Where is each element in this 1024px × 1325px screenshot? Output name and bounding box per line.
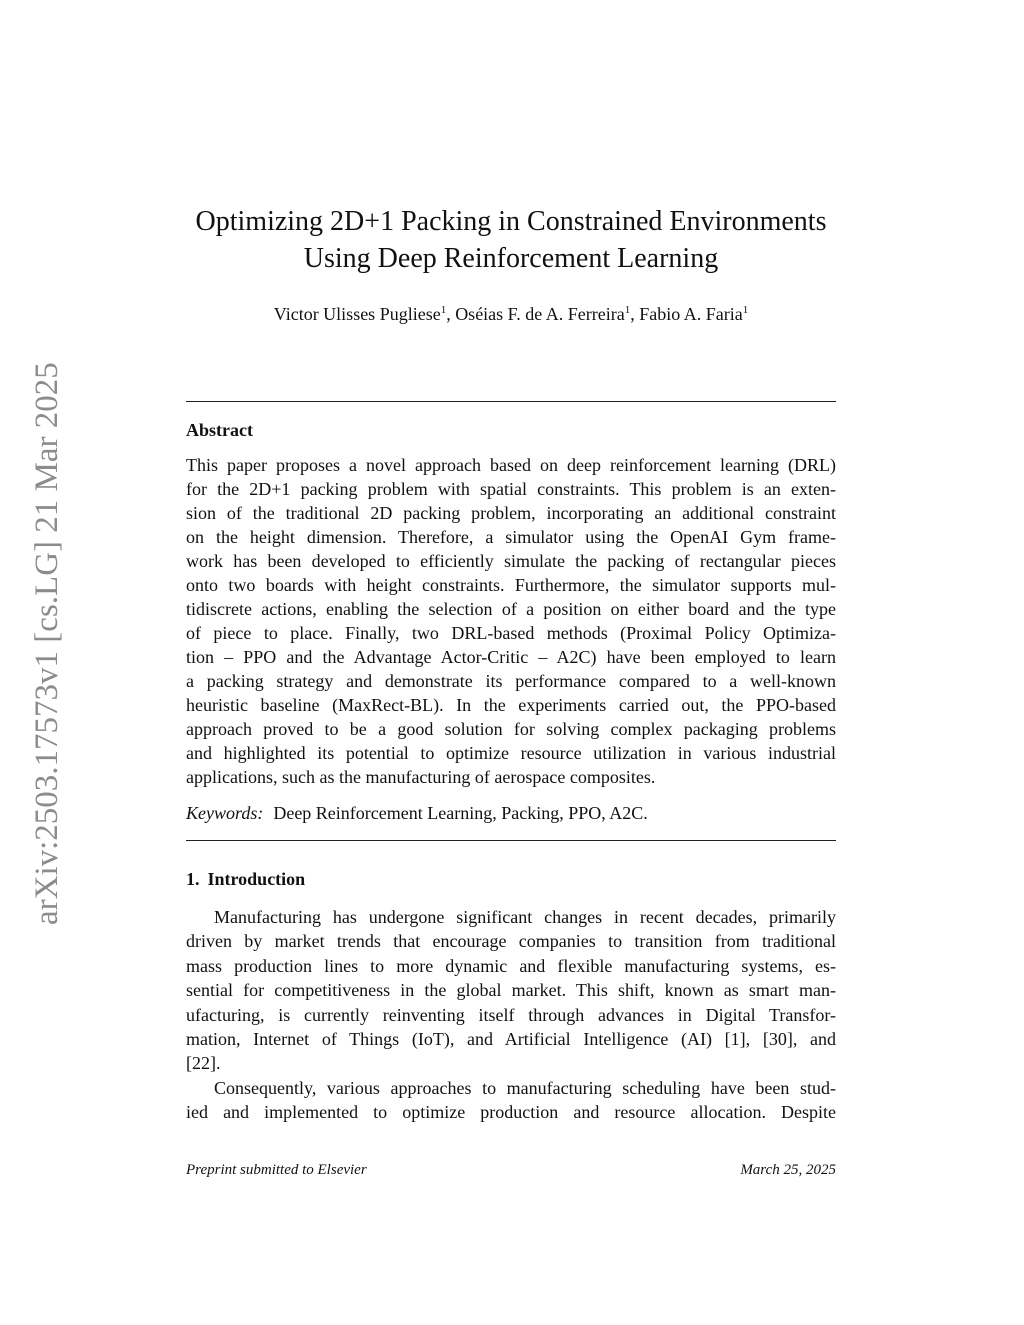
body-line: Consequently, various approaches to manufacturing scheduling have been stud-	[214, 1077, 836, 1098]
abstract-line: and highlighted its potential to optimize resource utilization in various industrial	[186, 743, 836, 763]
author-name-2: Oséias F. de A. Ferreira	[455, 304, 625, 324]
section-title: Introduction	[207, 869, 306, 889]
body-line: driven by market trends that encourage companies to transition from traditional	[186, 931, 836, 952]
author-name-1: Victor Ulisses Pugliese	[273, 304, 441, 324]
body-line: ied and implemented to optimize production and resource allocation. Despite	[186, 1102, 836, 1123]
keywords-text: Deep Reinforcement Learning, Packing, PPO, A2C.	[273, 803, 648, 823]
footer-date: March 25, 2025	[740, 1162, 836, 1178]
abstract-line: of piece to place. Finally, two DRL-based methods (Proximal Policy Optimiza-	[186, 623, 836, 643]
arxiv-identifier: arXiv:2503.17573v1 [cs.LG] 21 Mar 2025	[29, 362, 65, 926]
abstract-line: onto two boards with height constraints. Furthermore, the simulator supports mul-	[186, 575, 836, 595]
abstract-line: applications, such as the manufacturing of aerospace composites.	[186, 767, 656, 787]
abstract-line: This paper proposes a novel approach based on deep reinforcement learning (DRL)	[186, 455, 836, 475]
author-affiliation-1: 1	[440, 304, 447, 316]
author-separator-2: ,	[630, 304, 640, 324]
abstract-line: sion of the traditional 2D packing problem, incorporating an additional constraint	[186, 503, 836, 523]
abstract-bottom-divider	[186, 840, 836, 841]
title-line-2: Using Deep Reinforcement Learning	[303, 243, 719, 274]
abstract-line: work has been developed to efficiently simulate the packing of rectangular pieces	[186, 551, 836, 571]
body-line: ufacturing, is currently reinventing itself through advances in Digital Transfor-	[186, 1004, 836, 1025]
author-name-3: Fabio A. Faria	[639, 304, 743, 324]
abstract-top-divider	[186, 401, 836, 402]
abstract-heading: Abstract	[186, 420, 253, 440]
abstract-line: for the 2D+1 packing problem with spatial constraints. This problem is an exten-	[186, 479, 836, 499]
section-number: 1.	[186, 869, 200, 889]
section-heading-introduction	[186, 867, 305, 891]
body-line: mass production lines to more dynamic and flexible manufacturing systems, es-	[186, 955, 836, 976]
author-separator-1: ,	[446, 304, 456, 324]
abstract-line: tidiscrete actions, enabling the selection of a position on either board and the type	[186, 599, 836, 619]
author-affiliation-3: 1	[742, 304, 749, 316]
abstract-body	[186, 453, 836, 789]
introduction-body	[186, 905, 836, 1125]
author-affiliation-2: 1	[624, 304, 631, 316]
body-line: sential for competitiveness in the global market. This shift, known as smart man-	[186, 980, 836, 1001]
abstract-line: on the height dimension. Therefore, a simulator using the OpenAI Gym frame-	[186, 527, 836, 547]
keywords	[186, 801, 836, 825]
abstract-line: tion – PPO and the Advantage Actor-Critic – A2C) have been employed to learn	[186, 647, 836, 667]
keywords-label: Keywords:	[186, 803, 264, 823]
author-list	[186, 302, 836, 326]
body-line: Manufacturing has undergone significant changes in recent decades, primarily	[214, 907, 836, 927]
body-line: [22].	[186, 1053, 221, 1074]
abstract-line: a packing strategy and demonstrate its performance compared to a well-known	[186, 671, 836, 691]
abstract-line: heuristic baseline (MaxRect-BL). In the experiments carried out, the PPO-based	[186, 695, 836, 715]
footer-preprint-note: Preprint submitted to Elsevier	[186, 1162, 367, 1178]
title-line-1: Optimizing 2D+1 Packing in Constrained Environments	[195, 206, 827, 237]
body-line: mation, Internet of Things (IoT), and Artificial Intelligence (AI) [1], [30], and	[186, 1028, 836, 1049]
abstract-line: approach proved to be a good solution for solving complex packaging problems	[186, 719, 836, 739]
paper-title	[186, 203, 836, 277]
